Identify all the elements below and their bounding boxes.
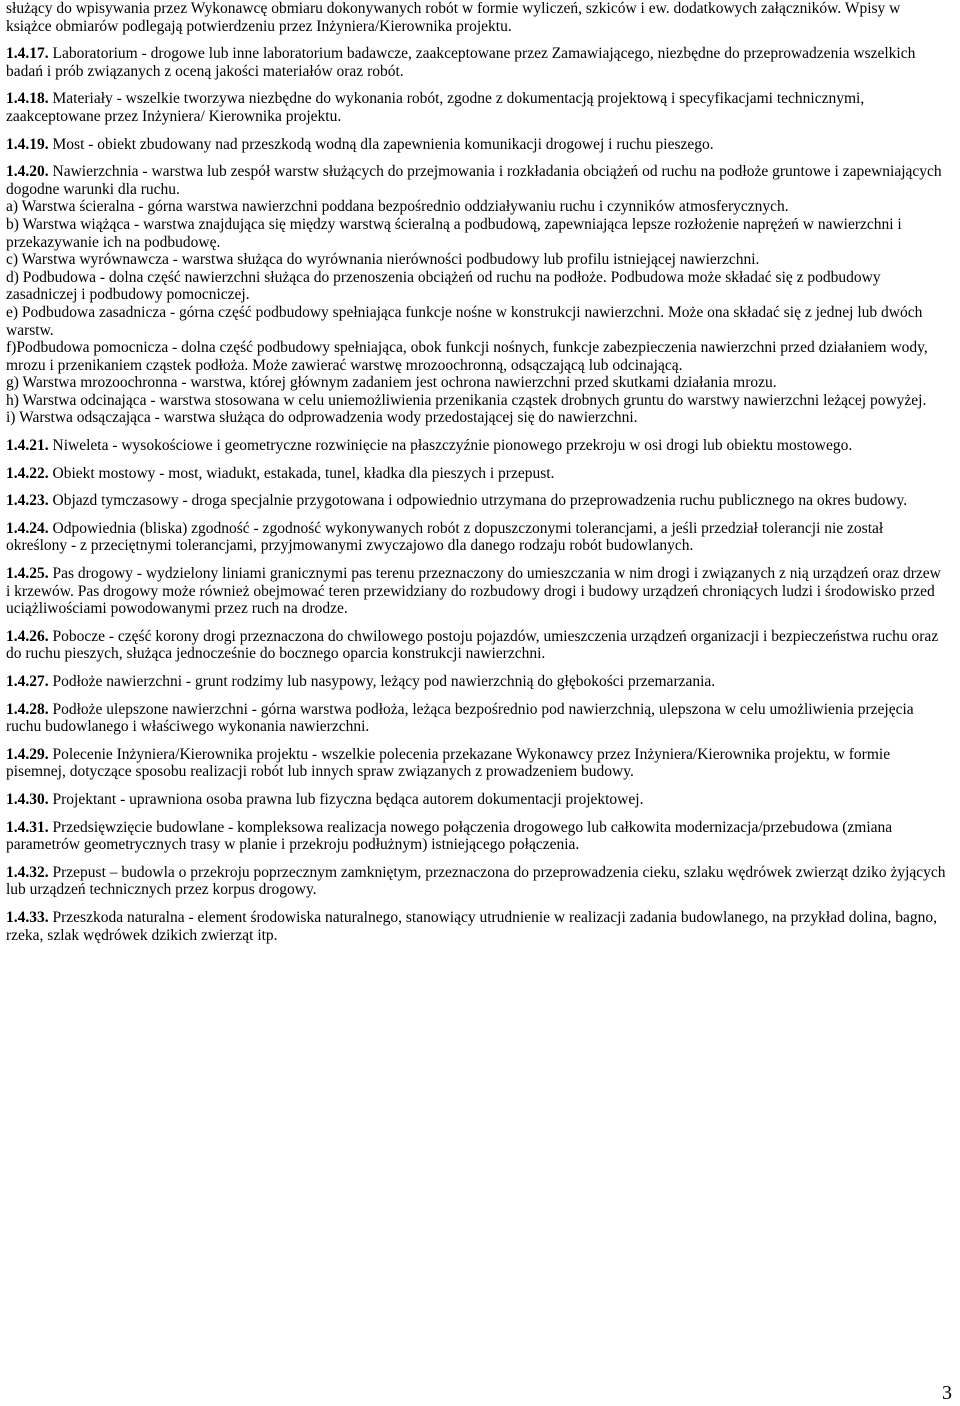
sublayer-d: d) Podbudowa - dolna część nawierzchni służąca do przenoszenia obciążeń od ruchu na podłoże. Podbudowa może składać się z podbudowy zasadniczej i podbudowy pomocniczej. [6, 268, 881, 304]
definition-number: 1.4.27. [6, 673, 49, 690]
definition-number: 1.4.17. [6, 45, 49, 63]
definition-1-4-18 [6, 90, 946, 125]
definition-number: 1.4.32. [6, 863, 49, 881]
definition-number: 1.4.23. [6, 492, 49, 510]
definition-number: 1.4.20. [6, 163, 49, 181]
definition-number: 1.4.18. [6, 90, 49, 108]
definition-text: Pas drogowy - wydzielony liniami granicznymi pas terenu przeznaczony do umieszczania w nim drogi i związanych z nią urządzeń oraz drzew i krzewów. Pas drogowy może również obejmować teren przewidziany do rozbudowy drogi i budowy urządzeń chroniących ludzi i środowisko przed uciążliwościami powodowanymi przez ruch na drodze. [6, 565, 941, 618]
definition-text: Objazd tymczasowy - droga specjalnie przygotowana i odpowiednio utrzymana do przeprowadzenia ruchu publicznego na okres budowy. [48, 492, 908, 510]
sublayer-g: g) Warstwa mrozoochronna - warstwa, której głównym zadaniem jest ochrona nawierzchni przed skutkami działania mrozu. [6, 374, 777, 392]
definition-text: Pobocze - część korony drogi przeznaczona do chwilowego postoju pojazdów, umieszczenia urządzeń organizacji i bezpieczeństwa ruchu oraz do ruchu pieszych, służąca jednocześnie do bocznego oparcia konstrukcji nawierzchni. [6, 627, 939, 663]
definition-1-4-32 [6, 864, 946, 899]
definition-number: 1.4.22. [6, 464, 49, 482]
definition-text: Most - obiekt zbudowany nad przeszkodą wodną dla zapewnienia komunikacji drogowej i ruchu pieszego. [48, 135, 714, 153]
definition-text: Polecenie Inżyniera/Kierownika projektu - wszelkie polecenia przekazane Wykonawcy przez Inżyniera/Kierownika projektu, w formie pisemnej, dotyczące sposobu realizacji robót lub innych spraw związanych z prowadzeniem budowy. [6, 745, 891, 781]
definition-1-4-26 [6, 628, 946, 663]
sublayer-c: c) Warstwa wyrównawcza - warstwa służąca do wyrównania nierówności podbudowy lub profilu istniejącej nawierzchni. [6, 251, 760, 269]
definition-text: Laboratorium - drogowe lub inne laboratorium badawcze, zaakceptowane przez Zamawiającego, niezbędne do przeprowadzenia wszelkich badań i prób związanych z oceną jakości materiałów oraz robót. [6, 45, 916, 80]
sublayer-a: a) Warstwa ścieralna - górna warstwa nawierzchni poddana bezpośrednio oddziaływaniu ruchu i czynników atmosferycznych. [6, 198, 789, 216]
definition-1-4-25 [6, 565, 946, 618]
definition-1-4-23 [6, 492, 946, 510]
definition-text: Niweleta - wysokościowe i geometryczne rozwinięcie na płaszczyźnie pionowego przekroju w osi drogi lub obiektu mostowego. [48, 437, 853, 455]
sublayer-h: h) Warstwa odcinająca - warstwa stosowana w celu uniemożliwienia przenikania cząstek drobnych gruntu do warstwy nawierzchni leżącej powyżej. [6, 391, 927, 409]
definition-number: 1.4.26. [6, 627, 49, 645]
sublayer-b: b) Warstwa wiążąca - warstwa znajdująca się między warstwą ścieralną a podbudową, zapewniająca lepsze rozłożenie naprężeń w nawierzchni i przekazywanie ich na podbudowę. [6, 215, 902, 251]
definition-1-4-30 [6, 791, 946, 809]
sublayer-i: i) Warstwa odsączająca - warstwa służąca do odprowadzenia wody przedostającej się do nawierzchni. [6, 409, 638, 427]
definition-number: 1.4.21. [6, 437, 49, 455]
definition-number: 1.4.19. [6, 135, 49, 153]
definition-number: 1.4.30. [6, 790, 49, 808]
definition-text: Nawierzchnia - warstwa lub zespół warstw służących do przejmowania i rozkładania obciążeń od ruchu na podłoże gruntowe i zapewniających dogodne warunki dla ruchu. [6, 163, 942, 198]
definition-1-4-28 [6, 701, 946, 736]
intro-paragraph: służący do wpisywania przez Wykonawcę obmiaru dokonywanych robót w formie wyliczeń, szkiców i ew. dodatkowych załączników. Wpisy w książce obmiarów podlegają potwierdzeniu przez Inżyniera/Kierownika projektu. [6, 0, 901, 35]
definition-number: 1.4.33. [6, 908, 49, 926]
definition-text: Przeszkoda naturalna - element środowiska naturalnego, stanowiący utrudnienie w realizacji zadania budowlanego, na przykład dolina, bagno, rzeka, szlak wędrówek dzikich zwierząt itp. [6, 908, 937, 944]
definition-text: Przedsięwzięcie budowlane - kompleksowa realizacja nowego połączenia drogowego lub całkowita modernizacja/przebudowa (zmiana parametrów geometrycznych trasy w planie i przekroju podłużnym) istniejącego połączenia. [6, 818, 893, 854]
definition-1-4-29 [6, 746, 946, 781]
definition-text: Projektant - uprawniona osoba prawna lub fizyczna będąca autorem dokumentacji projektowej. [48, 790, 644, 808]
definition-text: Odpowiednia (bliska) zgodność - zgodność wykonywanych robót z dopuszczonymi tolerancjami, a jeśli przedział tolerancji nie został określony - z przeciętnymi tolerancjami, przyjmowanymi zwyczajowo dla danego rodzaju robót budowlanych. [6, 519, 884, 555]
definition-1-4-21 [6, 437, 946, 455]
definition-text: Podłoże ulepszone nawierzchni - górna warstwa podłoża, leżąca bezpośrednio pod nawierzchnią, ulepszona w celu umożliwienia przejęcia ruchu budowlanego i właściwego wykonania nawierzchni. [6, 700, 914, 736]
sublayer-f: f)Podbudowa pomocnicza - dolna część podbudowy spełniająca, obok funkcji nośnych, funkcje zabezpieczenia nawierzchni przed działaniem wody, mrozu i przenikaniem cząstek podłoża. Może zawierać warstwę mrozoochronną, odsączającą lub odcinającą. [6, 339, 928, 374]
definition-1-4-33 [6, 909, 946, 944]
page-number: 3 [942, 1382, 952, 1404]
definition-text: Materiały - wszelkie tworzywa niezbędne do wykonania robót, zgodne z dokumentacją projektową i specyfikacjami technicznymi, zaakceptowane przez Inżyniera/ Kierownika projektu. [6, 90, 865, 125]
definition-text: Obiekt mostowy - most, wiadukt, estakada, tunel, kładka dla pieszych i przepust. [48, 464, 555, 482]
document-page [6, 0, 946, 944]
definition-1-4-27 [6, 673, 946, 691]
definition-1-4-20 [6, 163, 946, 198]
definition-number: 1.4.24. [6, 519, 49, 537]
definition-1-4-17 [6, 45, 946, 80]
definition-1-4-24 [6, 520, 946, 555]
definition-text: Podłoże nawierzchni - grunt rodzimy lub nasypowy, leżący pod nawierzchnią do głębokości przemarzania. [48, 673, 716, 690]
definition-1-4-19 [6, 136, 946, 154]
definition-number: 1.4.28. [6, 700, 49, 718]
definition-text: Przepust – budowla o przekroju poprzecznym zamkniętym, przeznaczona do przeprowadzenia cieku, szlaku wędrówek zwierząt dziko żyjących lub urządzeń technicznych przez korpus drogowy. [6, 863, 946, 899]
definition-1-4-22 [6, 465, 946, 483]
definition-number: 1.4.29. [6, 745, 49, 763]
definition-number: 1.4.31. [6, 818, 49, 836]
definition-number: 1.4.25. [6, 565, 49, 583]
sublayer-e: e) Podbudowa zasadnicza - górna część podbudowy spełniająca funkcje nośne w konstrukcji nawierzchni. Może ona składać się z jednej lub dwóch warstw. [6, 303, 923, 339]
definition-1-4-31 [6, 819, 946, 854]
